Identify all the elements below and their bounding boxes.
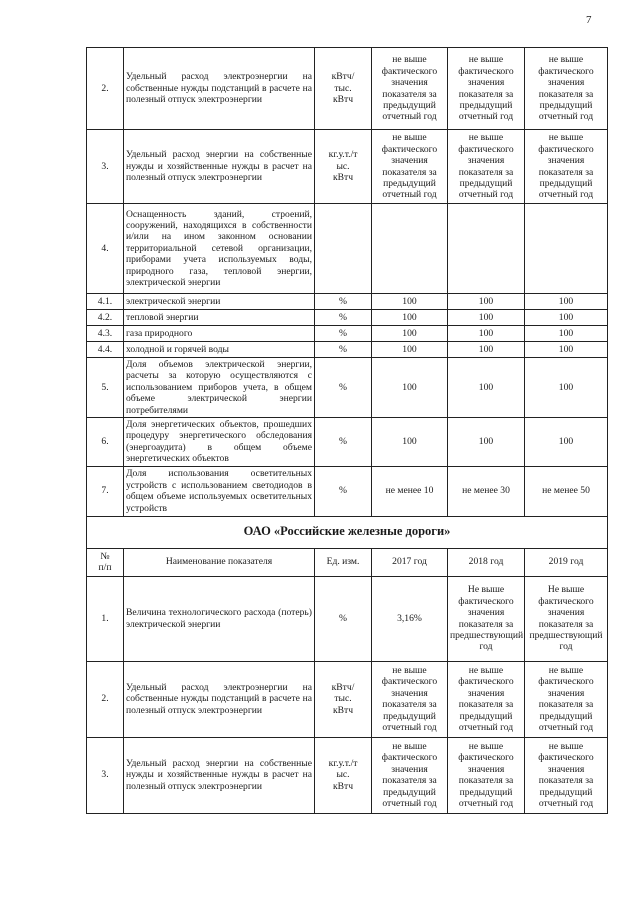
row-value-2019: 100 [525,294,608,310]
row-value-2017: не выше фактического значения показателя за предыдущий отчетный год [372,48,448,130]
table-row [87,576,608,661]
row-number: 5. [87,358,124,418]
row-value-2019: 100 [525,310,608,326]
row-value-2018: Не выше фактического значения показателя за предшествующий год [448,576,525,661]
row-value-2019: не выше фактического значения показателя за предыдущий отчетный год [525,737,608,813]
section-title: ОАО «Российские железные дороги» [87,516,608,548]
row-value-2017 [372,204,448,294]
row-indicator-name: Доля использования осветительных устройств с использованием светодиодов в общем объеме используемых осветительных устройств [124,466,315,516]
row-value-2019: 100 [525,358,608,418]
row-value-2019: 100 [525,418,608,467]
row-indicator-name: Доля энергетических объектов, прошедших процедуру энергетического обследования (энергоаудита) в общем объеме энергетических объектов [124,418,315,467]
row-value-2018: не менее 30 [448,466,525,516]
row-unit: % [315,294,372,310]
row-indicator-name: газа природного [124,326,315,342]
row-indicator-name: Доля объемов электрической энергии, расчеты за которую осуществляются с использованием приборов учета, в общем объеме электрической энергии потребителями [124,358,315,418]
row-number: 4.3. [87,326,124,342]
row-value-2017: 100 [372,310,448,326]
row-value-2018: 100 [448,342,525,358]
row-number: 6. [87,418,124,467]
row-value-2017: не выше фактического значения показателя за предыдущий отчетный год [372,661,448,737]
table-row [87,342,608,358]
row-value-2017: 100 [372,326,448,342]
row-number: 4.2. [87,310,124,326]
row-value-2017: 3,16% [372,576,448,661]
row-value-2019: 100 [525,342,608,358]
row-unit: % [315,310,372,326]
row-value-2019: не выше фактического значения показателя за предыдущий отчетный год [525,48,608,130]
row-value-2017: 100 [372,342,448,358]
row-unit: кг.у.т./т ыс. кВтч [315,130,372,204]
row-value-2019: 100 [525,326,608,342]
row-value-2018: 100 [448,310,525,326]
row-value-2017: не выше фактического значения показателя за предыдущий отчетный год [372,130,448,204]
row-value-2018: 100 [448,326,525,342]
row-unit: % [315,466,372,516]
header-num: № п/п [87,548,124,576]
row-value-2017: 100 [372,418,448,467]
row-number: 4.4. [87,342,124,358]
row-number: 4.1. [87,294,124,310]
row-value-2018 [448,204,525,294]
page-number: 7 [586,14,592,26]
table-row [87,661,608,737]
row-number: 2. [87,48,124,130]
row-unit: % [315,326,372,342]
row-unit: кг.у.т./т ыс. кВтч [315,737,372,813]
row-unit: % [315,418,372,467]
row-number: 3. [87,130,124,204]
row-value-2019: не выше фактического значения показателя за предыдущий отчетный год [525,130,608,204]
row-number: 7. [87,466,124,516]
table-row [87,48,608,130]
table-row [87,466,608,516]
row-unit [315,204,372,294]
table-row [87,130,608,204]
row-indicator-name: холодной и горячей воды [124,342,315,358]
row-value-2019: не выше фактического значения показателя за предыдущий отчетный год [525,661,608,737]
row-indicator-name: Оснащенность зданий, строений, сооружений, находящихся в собственности и/или на ином законном основании территориальной сетевой организации, приборами учета используемых воды, природного газа, тепловой энергии, электрической энергии [124,204,315,294]
row-indicator-name: Удельный расход электроэнергии на собственные нужды подстанций в расчете на полезный отпуск электроэнергии [124,661,315,737]
header-2017: 2017 год [372,548,448,576]
table-row [87,737,608,813]
row-indicator-name: электрической энергии [124,294,315,310]
row-number: 3. [87,737,124,813]
row-value-2018: 100 [448,294,525,310]
row-value-2018: не выше фактического значения показателя за предыдущий отчетный год [448,661,525,737]
table-row [87,294,608,310]
row-value-2018: 100 [448,358,525,418]
indicators-table [86,47,608,814]
row-indicator-name: Удельный расход энергии на собственные нужды и хозяйственные нужды в расчет на полезный отпуск электроэнергии [124,130,315,204]
table-row [87,358,608,418]
row-value-2018: не выше фактического значения показателя за предыдущий отчетный год [448,130,525,204]
row-unit: % [315,358,372,418]
row-value-2017: не менее 10 [372,466,448,516]
row-value-2017: 100 [372,358,448,418]
row-unit: кВтч/ тыс. кВтч [315,661,372,737]
row-unit: % [315,576,372,661]
row-number: 2. [87,661,124,737]
row-indicator-name: Удельный расход энергии на собственные нужды и хозяйственные нужды в расчет на полезный отпуск электроэнергии [124,737,315,813]
row-indicator-name: тепловой энергии [124,310,315,326]
row-unit: % [315,342,372,358]
row-value-2019: Не выше фактического значения показателя за предшествующий год [525,576,608,661]
table-row [87,204,608,294]
row-indicator-name: Величина технологического расхода (потерь) электрической энергии [124,576,315,661]
row-value-2019 [525,204,608,294]
row-number: 1. [87,576,124,661]
row-number: 4. [87,204,124,294]
row-value-2017: 100 [372,294,448,310]
row-unit: кВтч/ тыс. кВтч [315,48,372,130]
row-value-2017: не выше фактического значения показателя за предыдущий отчетный год [372,737,448,813]
row-indicator-name: Удельный расход электроэнергии на собственные нужды подстанций в расчете на полезный отпуск электроэнергии [124,48,315,130]
row-value-2018: не выше фактического значения показателя за предыдущий отчетный год [448,48,525,130]
header-2019: 2019 год [525,548,608,576]
table-row [87,310,608,326]
row-value-2018: не выше фактического значения показателя за предыдущий отчетный год [448,737,525,813]
row-value-2018: 100 [448,418,525,467]
header-unit: Ед. изм. [315,548,372,576]
table-row [87,418,608,467]
table-row [87,326,608,342]
header-2018: 2018 год [448,548,525,576]
row-value-2019: не менее 50 [525,466,608,516]
header-name: Наименование показателя [124,548,315,576]
